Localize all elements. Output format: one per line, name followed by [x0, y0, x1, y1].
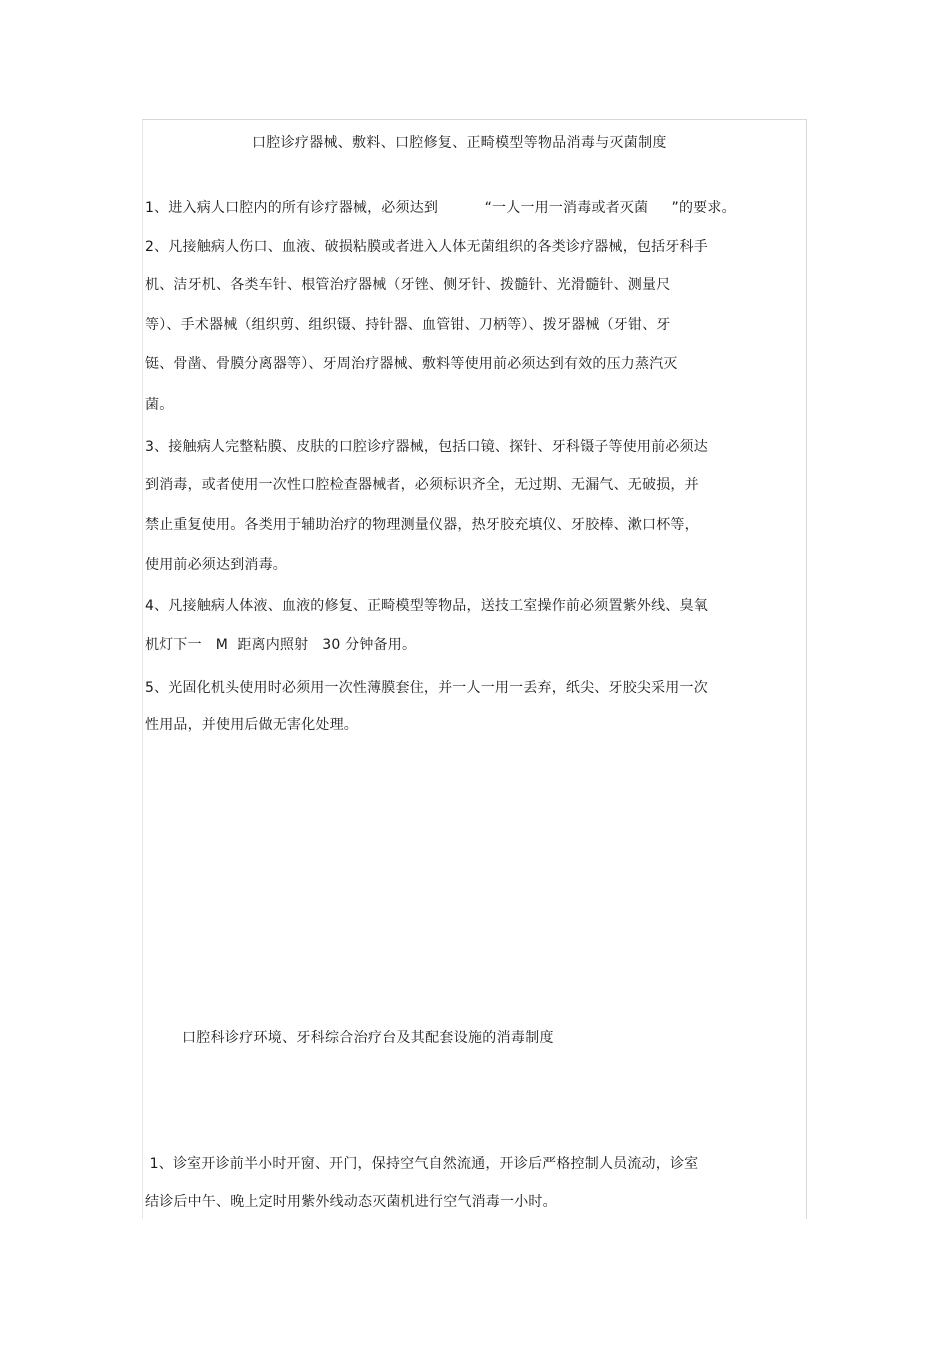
- section2-title: 口腔科诊疗环境、牙科综合治疗台及其配套设施的消毒制度: [182, 1030, 554, 1046]
- section1-line-10: 使用前必须达到消毒。: [145, 557, 287, 573]
- section1-line-14: 性用品，并使用后做无害化处理。: [145, 717, 358, 733]
- section1-line-4: 等）、手术器械（组织剪、组织镊、持针器、血管钳、刀柄等）、拨牙器械（牙钳、牙: [145, 317, 671, 333]
- section1-line-5: 铤、骨凿、骨膜分离器等）、牙周治疗器械、敷料等使用前必须达到有效的压力蒸汽灭: [145, 356, 678, 372]
- section1-line-1: 1、进入病人口腔内的所有诊疗器械，必须达到 “一人一用一消毒或者灭菌 ”的要求。: [145, 200, 736, 216]
- section2-line-2: 结诊后中午、晚上定时用紫外线动态灭菌机进行空气消毒一小时。: [145, 1194, 557, 1210]
- section1-line-13: 5、光固化机头使用时必须用一次性薄膜套住，并一人一用一丢弃，纸尖、牙胶尖采用一次: [145, 680, 708, 696]
- section1-line-6: 菌。: [145, 397, 174, 413]
- section1-line-7: 3、接触病人完整粘膜、皮肤的口腔诊疗器械，包括口镜、探针、牙科镊子等使用前必须达: [145, 439, 708, 455]
- section2-line-1: 1、诊室开诊前半小时开窗、开门，保持空气自然流通，开诊后严格控制人员流动，诊室: [145, 1156, 699, 1172]
- section1-line-9: 禁止重复使用。各类用于辅助治疗的物理测量仪器，热牙胶充填仪、牙胶棒、漱口杯等，: [145, 517, 699, 533]
- section1-title: 口腔诊疗器械、敷料、口腔修复、正畸模型等物品消毒与灭菌制度: [252, 135, 667, 151]
- section1-line-8: 到消毒，或者使用一次性口腔检查器械者，必须标识齐全，无过期、无漏气、无破损，并: [145, 477, 699, 493]
- section1-line-11: 4、凡接触病人体液、血液的修复、正畸模型等物品，送技工室操作前必须置紫外线、臭氧: [145, 598, 708, 614]
- section1-line-2: 2、凡接触病人伤口、血液、破损粘膜或者进入人体无菌组织的各类诊疗器械，包括牙科手: [145, 239, 708, 255]
- section1-line-12: 机灯下一 M 距离内照射 30 分钟备用。: [145, 637, 417, 653]
- section1-line-3: 机、洁牙机、各类车针、根管治疗器械（牙锉、侧牙针、拨髓针、光滑髓针、测量尺: [145, 277, 671, 293]
